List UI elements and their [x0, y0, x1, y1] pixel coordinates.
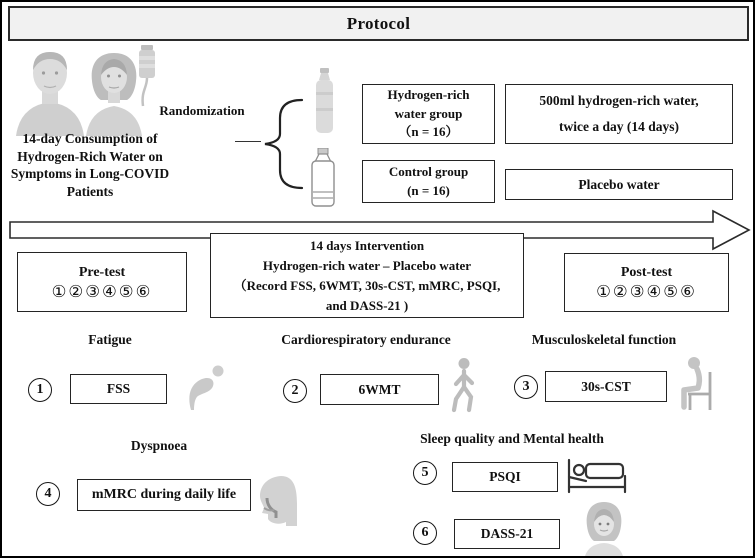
intervention-box	[210, 233, 524, 318]
head-profile-icon	[253, 474, 299, 526]
pretest-box	[17, 252, 187, 312]
hydrogen-dispenser-icon	[132, 44, 162, 110]
study-title-line: Patients	[66, 183, 114, 199]
test-number-2: 2	[283, 379, 307, 403]
placebo-label: Placebo water	[578, 176, 660, 192]
category-cardiorespiratory: Cardiorespiratory endurance	[281, 332, 451, 347]
pretest-title: Pre-test	[78, 264, 126, 280]
hydrogen-dose-line: 500ml hydrogen-rich water,	[539, 93, 699, 108]
dass-box	[454, 519, 560, 549]
mmrc-box	[77, 479, 251, 511]
test-number-4: 4	[36, 482, 60, 506]
hydrogen-group-line: Hydrogen-rich	[387, 87, 470, 103]
control-group-box	[362, 160, 495, 203]
fss-box	[70, 374, 167, 404]
dass-label: DASS-21	[480, 526, 534, 541]
cst-box	[545, 371, 667, 402]
fss-label: FSS	[106, 381, 131, 396]
placebo-box	[505, 169, 733, 200]
placebo-water-bottle-icon	[307, 148, 339, 208]
mmrc-label: mMRC during daily life	[91, 487, 237, 502]
cst-label: 30s-CST	[581, 378, 631, 394]
hydrogen-dose-box	[505, 84, 733, 144]
study-title-line: 14-day Consumption of	[22, 131, 158, 146]
posttest-numbers: ①②③④⑤⑥	[596, 282, 697, 301]
sixwmt-box	[320, 374, 439, 405]
test-number-1: 1	[28, 378, 52, 402]
hydrogen-group-box	[362, 84, 495, 144]
study-title-line: Hydrogen-Rich Water on	[17, 148, 163, 164]
sitting-person-icon	[674, 354, 720, 412]
test-number-6: 6	[413, 521, 437, 545]
posttest-box	[564, 253, 729, 312]
category-fatigue: Fatigue	[88, 332, 132, 347]
category-musculoskeletal: Musculoskeletal function	[531, 332, 677, 347]
sixwmt-label: 6WMT	[358, 381, 401, 397]
hydrogen-dose-line: twice a day (14 days)	[559, 119, 679, 134]
study-title-line: Symptoms in Long-COVID	[10, 166, 170, 181]
walking-person-icon	[448, 357, 480, 413]
bowing-person-icon	[178, 360, 228, 412]
control-group-n: (n = 16)	[407, 182, 450, 198]
category-sleep-mental: Sleep quality and Mental health	[420, 431, 604, 446]
intervention-line: Hydrogen-rich water – Placebo water	[262, 257, 472, 273]
intervention-line: and DASS-21 )	[325, 297, 409, 313]
randomization-label: Randomization	[159, 103, 245, 118]
test-number-3: 3	[514, 375, 538, 399]
category-dyspnoea: Dyspnoea	[130, 438, 188, 453]
hydrogen-water-bottle-icon	[311, 68, 338, 134]
person-in-bed-icon	[565, 458, 629, 494]
protocol-title-box	[8, 6, 749, 41]
curly-brace	[258, 98, 304, 190]
pretest-numbers: ①②③④⑤⑥	[51, 281, 153, 301]
hydrogen-group-line: water group	[394, 105, 463, 121]
test-number-5: 5	[413, 461, 437, 485]
psqi-box	[452, 462, 558, 492]
hydrogen-group-n: （n = 16）	[398, 124, 459, 140]
study-title	[4, 130, 176, 200]
psqi-label: PSQI	[489, 469, 521, 484]
control-group-line: Control group	[388, 164, 469, 179]
intervention-line: 14 days Intervention	[309, 237, 425, 253]
intervention-line: （Record FSS, 6WMT, 30s-CST, mMRC, PSQI,	[233, 277, 501, 293]
posttest-title: Post-test	[620, 265, 673, 280]
page-title: Protocol	[346, 13, 411, 33]
woman-face-icon	[579, 500, 629, 556]
